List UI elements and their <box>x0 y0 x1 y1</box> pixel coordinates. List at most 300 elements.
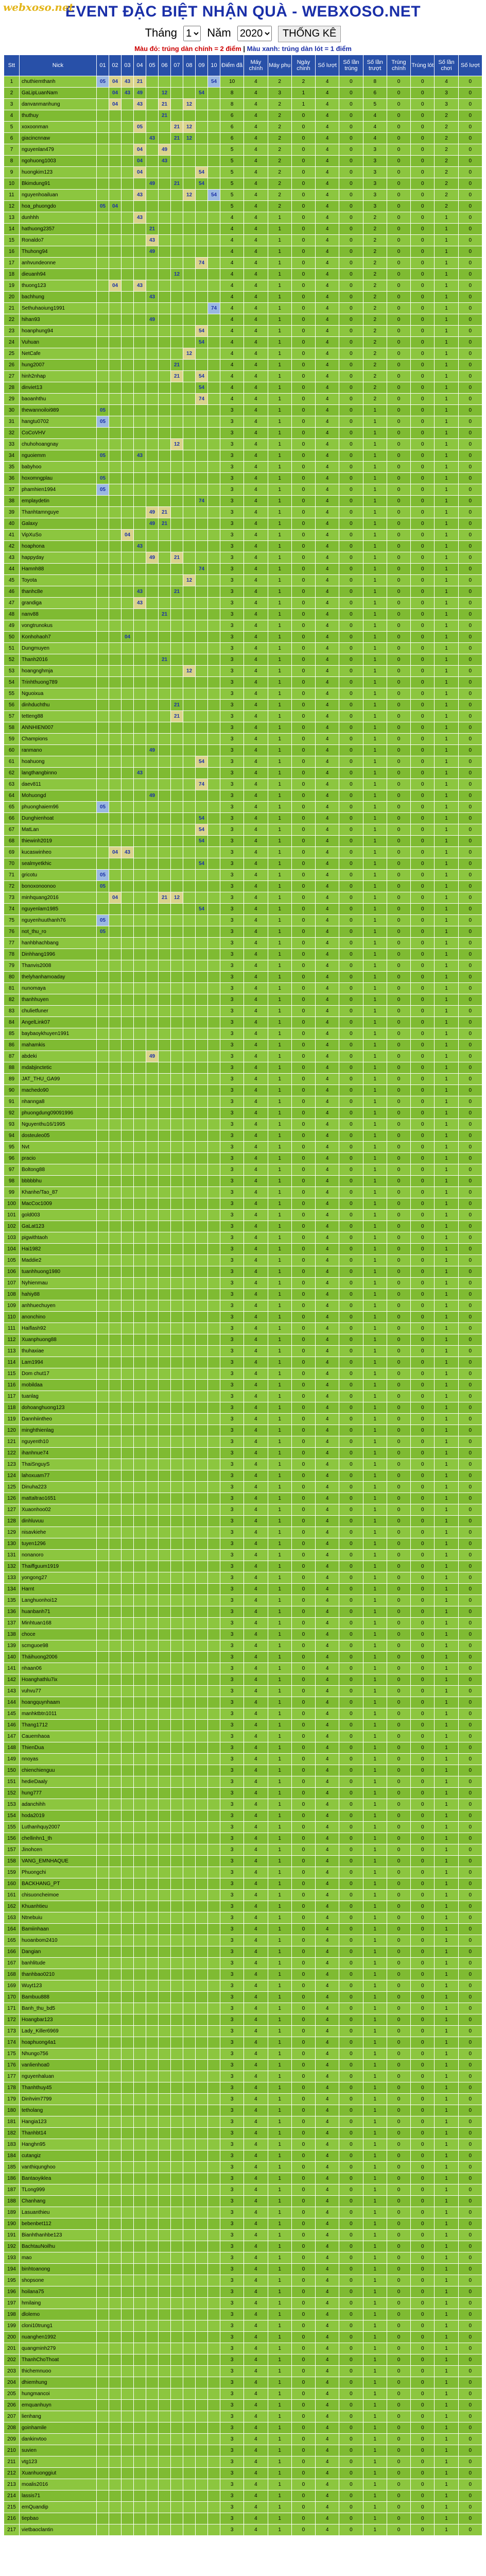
stat-cell: 1 <box>268 1708 291 1720</box>
player-nick[interactable]: GaLat123 <box>20 1221 97 1232</box>
stat-cell: 1 <box>268 881 291 892</box>
player-nick[interactable]: dinviet13 <box>20 382 97 394</box>
stat-cell: 1 <box>363 1028 387 1040</box>
stat-cell: 0 <box>411 552 435 564</box>
player-nick[interactable]: BachtauNoilhu <box>20 2241 97 2252</box>
player-nick[interactable]: thuhaxiae <box>20 1346 97 1357</box>
player-nick[interactable]: Dinuha223 <box>20 1482 97 1493</box>
player-nick[interactable]: pracio <box>20 1153 97 1164</box>
player-nick[interactable]: emquanhuyn <box>20 2400 97 2411</box>
player-nick[interactable]: baoanhthu <box>20 394 97 405</box>
player-nick[interactable]: dosteuleo05 <box>20 1130 97 1142</box>
stat-cell: 2 <box>268 190 291 201</box>
stat-cell: 4 <box>244 1572 268 1584</box>
stat-cell: 1 <box>268 1561 291 1572</box>
day-cell <box>134 1051 146 1062</box>
player-nick[interactable]: hanhbhachbang <box>20 938 97 949</box>
player-nick[interactable]: Harnt <box>20 1584 97 1595</box>
player-nick[interactable]: Xuaonhoo02 <box>20 1504 97 1516</box>
day-cell <box>171 2003 183 2014</box>
stat-cell: 0 <box>411 1810 435 1822</box>
stat-cell: 0 <box>458 1629 482 1640</box>
player-nick[interactable]: Trinhthuong789 <box>20 677 97 688</box>
player-nick[interactable]: machedo90 <box>20 1085 97 1096</box>
player-nick[interactable]: dieuanh94 <box>20 269 97 280</box>
player-nick[interactable]: huoanbom2410 <box>20 1935 97 1946</box>
stat-cell: 1 <box>363 1618 387 1629</box>
player-nick[interactable]: daev811 <box>20 779 97 790</box>
player-nick[interactable]: lahoxuam77 <box>20 1470 97 1482</box>
player-nick[interactable]: Dinhvim7799 <box>20 2094 97 2105</box>
player-nick[interactable]: cutangiz <box>20 2150 97 2162</box>
player-nick[interactable]: hungmancoi <box>20 2388 97 2400</box>
player-nick[interactable]: MatLan <box>20 824 97 836</box>
stat-cell: 0 <box>411 1686 435 1697</box>
day-cell <box>159 949 171 960</box>
player-nick[interactable]: danvanmanhung <box>20 99 97 110</box>
stat-cell: 0 <box>291 326 315 337</box>
player-nick[interactable]: mao <box>20 2252 97 2264</box>
player-nick[interactable]: Bantaoyiklea <box>20 2173 97 2184</box>
player-nick[interactable]: Lady_Killer6969 <box>20 2026 97 2037</box>
player-nick[interactable]: dinhluvuu <box>20 1516 97 1527</box>
player-nick[interactable]: Thanvis2008 <box>20 960 97 972</box>
player-nick[interactable]: Hoangbar123 <box>20 2014 97 2026</box>
stat-cell: 1 <box>268 2003 291 2014</box>
player-nick[interactable]: nonanoro <box>20 1550 97 1561</box>
player-nick[interactable]: hmilaing <box>20 2298 97 2309</box>
player-nick[interactable]: Bambuu888 <box>20 1992 97 2003</box>
player-nick[interactable]: tuyen1296 <box>20 1538 97 1550</box>
player-nick[interactable]: Ntnebuiu <box>20 1912 97 1924</box>
player-nick[interactable]: Bkimdung91 <box>20 178 97 190</box>
player-nick[interactable]: hoaphuong4a1 <box>20 2037 97 2048</box>
day-cell <box>134 2196 146 2207</box>
player-nick[interactable]: nguyenth10 <box>20 1436 97 1448</box>
player-nick[interactable]: thelyhanhamoaday <box>20 972 97 983</box>
player-nick[interactable]: AngelLink07 <box>20 1017 97 1028</box>
player-nick[interactable]: tetteng88 <box>20 711 97 722</box>
player-nick[interactable]: dlolemo <box>20 2309 97 2320</box>
player-nick[interactable]: Xuanphuong88 <box>20 1334 97 1346</box>
player-nick[interactable]: anonchino <box>20 1312 97 1323</box>
player-nick[interactable]: chuthiemthanh <box>20 76 97 88</box>
stat-cell: 1 <box>435 1028 458 1040</box>
player-nick[interactable]: hoangquynhaam <box>20 1697 97 1708</box>
player-nick[interactable]: Dannhiintheo <box>20 1414 97 1425</box>
day-cell <box>146 303 159 314</box>
stat-cell: 0 <box>387 1629 410 1640</box>
player-nick[interactable]: hoa_phuongdo <box>20 201 97 212</box>
player-nick[interactable]: dunhhh <box>20 212 97 224</box>
player-nick[interactable]: Sethuhaoiung1991 <box>20 303 97 314</box>
player-nick[interactable]: hoangnghmja <box>20 666 97 677</box>
player-nick[interactable]: bbbbbhu <box>20 1176 97 1187</box>
player-nick[interactable]: yongong27 <box>20 1572 97 1584</box>
day-cell <box>134 2060 146 2071</box>
player-nick[interactable]: shopsone <box>20 2275 97 2286</box>
day-cell <box>171 1844 183 1856</box>
player-nick[interactable]: Lasuanthieu <box>20 2207 97 2218</box>
player-nick[interactable]: Champions <box>20 734 97 745</box>
player-nick[interactable]: huanbanh71 <box>20 1606 97 1618</box>
player-nick[interactable]: dohoanghuong123 <box>20 1402 97 1414</box>
player-nick[interactable]: babyhoo <box>20 462 97 473</box>
day-cell <box>146 530 159 541</box>
player-nick[interactable]: chienchienguu <box>20 1765 97 1776</box>
month-select[interactable] <box>183 26 201 41</box>
player-nick[interactable]: Thanhbt14 <box>20 2128 97 2139</box>
row-number: 4 <box>4 110 20 122</box>
day-cell <box>134 1527 146 1538</box>
player-nick[interactable]: dhiemhung <box>20 2377 97 2388</box>
day-cell <box>196 892 208 904</box>
player-nick[interactable]: Dangian <box>20 1946 97 1958</box>
player-nick[interactable]: Hai1982 <box>20 1244 97 1255</box>
player-nick[interactable]: Banh_thu_bd5 <box>20 2003 97 2014</box>
player-nick[interactable]: JAT_THU_GA99 <box>20 1074 97 1085</box>
player-nick[interactable]: Khanhe/Tao_87 <box>20 1187 97 1198</box>
stat-cell: 3 <box>220 1708 244 1720</box>
player-nick[interactable]: nguyenhuuthanh76 <box>20 915 97 926</box>
player-nick[interactable]: abdeki <box>20 1051 97 1062</box>
day-cell <box>97 2082 109 2094</box>
player-nick[interactable]: nanv88 <box>20 609 97 620</box>
player-nick[interactable]: Minhtuan168 <box>20 1618 97 1629</box>
player-nick[interactable]: Khuanhtieu <box>20 1901 97 1912</box>
player-nick[interactable]: hihan93 <box>20 314 97 326</box>
player-nick[interactable]: Phuongchi <box>20 1867 97 1878</box>
player-nick[interactable]: adanchihh <box>20 1799 97 1810</box>
player-nick[interactable]: Dinhhang1996 <box>20 949 97 960</box>
stat-cell: 3 <box>220 1572 244 1584</box>
player-nick[interactable]: nguyenhoailuan <box>20 190 97 201</box>
day-cell <box>109 2003 121 2014</box>
player-nick[interactable]: ThanhChoThoat <box>20 2354 97 2366</box>
player-nick[interactable]: Tháihuong2006 <box>20 1652 97 1663</box>
player-nick[interactable]: thanhhuyen <box>20 994 97 1006</box>
player-nick[interactable]: tuanlag <box>20 1391 97 1402</box>
day-cell <box>134 1878 146 1890</box>
player-nick[interactable]: ranmano <box>20 745 97 756</box>
player-nick[interactable]: Dom chut17 <box>20 1368 97 1380</box>
player-nick[interactable]: minhquang2016 <box>20 892 97 904</box>
player-nick[interactable]: Galaxy <box>20 518 97 530</box>
stat-cell: 3 <box>220 722 244 734</box>
player-nick[interactable]: Chanhang <box>20 2196 97 2207</box>
player-nick[interactable]: chellinhn1_th <box>20 1833 97 1844</box>
day-cell <box>146 1595 159 1606</box>
day-cell <box>208 246 220 258</box>
statistics-button[interactable]: THỐNG KÊ <box>278 26 341 42</box>
player-nick[interactable]: hoilana75 <box>20 2286 97 2298</box>
player-nick[interactable]: Langhuonhoi12 <box>20 1595 97 1606</box>
player-nick[interactable]: hoanphung94 <box>20 326 97 337</box>
player-nick[interactable]: thichemnuoo <box>20 2366 97 2377</box>
player-nick[interactable]: Thang1712 <box>20 1720 97 1731</box>
player-nick[interactable]: Thaiffguum1919 <box>20 1561 97 1572</box>
player-nick[interactable]: Haiflash92 <box>20 1323 97 1334</box>
player-nick[interactable]: mdabjinctetic <box>20 1062 97 1074</box>
player-nick[interactable]: thanhc8e <box>20 586 97 598</box>
player-nick[interactable]: banhlitude <box>20 1958 97 1969</box>
player-nick[interactable]: tetholang <box>20 2105 97 2116</box>
player-nick[interactable]: Thanhthuy45 <box>20 2082 97 2094</box>
player-nick[interactable]: happyday <box>20 552 97 564</box>
stat-cell: 4 <box>220 246 244 258</box>
player-nick[interactable]: Cauemhaoa <box>20 1731 97 1742</box>
player-nick[interactable]: emplaydetin <box>20 496 97 507</box>
player-nick[interactable]: nuanghen1992 <box>20 2332 97 2343</box>
player-nick[interactable]: phuongdung09091996 <box>20 1108 97 1119</box>
stat-cell: 0 <box>387 496 410 507</box>
day-cell <box>183 1357 196 1368</box>
player-nick[interactable]: vuhvu77 <box>20 1686 97 1697</box>
player-nick[interactable]: thanhbao0210 <box>20 1969 97 1980</box>
stat-cell: 4 <box>244 1074 268 1085</box>
day-cell <box>146 541 159 552</box>
player-nick[interactable]: langthangbinno <box>20 768 97 779</box>
player-nick[interactable]: Toyota <box>20 575 97 586</box>
day-cell <box>159 2320 171 2332</box>
player-nick[interactable]: thuthuy <box>20 110 97 122</box>
stat-cell: 0 <box>291 666 315 677</box>
player-nick[interactable]: hung777 <box>20 1788 97 1799</box>
player-nick[interactable]: bonoxonoonoo <box>20 881 97 892</box>
player-nick[interactable]: gricotu <box>20 870 97 881</box>
player-nick[interactable]: pigwithtaoh <box>20 1232 97 1244</box>
player-nick[interactable]: Nyhienmau <box>20 1278 97 1289</box>
stat-cell: 0 <box>458 2377 482 2388</box>
player-nick[interactable]: hathuong2357 <box>20 224 97 235</box>
player-nick[interactable]: Bianhthanhbe123 <box>20 2230 97 2241</box>
player-nick[interactable]: hung2007 <box>20 360 97 371</box>
day-cell <box>146 2264 159 2275</box>
stat-cell: 1 <box>435 224 458 235</box>
player-nick[interactable]: chuhohoangnay <box>20 439 97 450</box>
day-cell <box>183 1856 196 1867</box>
player-nick[interactable]: Konhohaoh7 <box>20 632 97 643</box>
day-cell <box>208 235 220 246</box>
player-nick[interactable]: hinh2nhap <box>20 371 97 382</box>
player-nick[interactable]: Nguoixua <box>20 688 97 700</box>
player-nick[interactable]: phamhien1994 <box>20 484 97 496</box>
day-cell <box>109 122 121 133</box>
player-nick[interactable]: hoxomngplau <box>20 473 97 484</box>
player-nick[interactable]: hahiy88 <box>20 1289 97 1300</box>
stat-cell: 4 <box>316 1266 339 1278</box>
player-nick[interactable]: thiewinh2019 <box>20 836 97 847</box>
player-nick[interactable]: nhannga8 <box>20 1096 97 1108</box>
day-cell <box>121 360 134 371</box>
day-cell <box>171 1584 183 1595</box>
player-nick[interactable]: BACKHANG_PT <box>20 1878 97 1890</box>
player-nick[interactable]: hoda2019 <box>20 1810 97 1822</box>
player-nick[interactable]: Lam1994 <box>20 1357 97 1368</box>
stat-cell: 0 <box>339 394 363 405</box>
stat-cell: 2 <box>435 144 458 156</box>
player-nick[interactable]: nguyenlam1985 <box>20 904 97 915</box>
player-nick[interactable]: vanthiqunghoo <box>20 2162 97 2173</box>
player-nick[interactable]: Dunghienhoat <box>20 813 97 824</box>
player-nick[interactable]: Hoanghathlu7ix <box>20 1674 97 1686</box>
player-nick[interactable]: anhhuechuyen <box>20 1300 97 1312</box>
player-nick[interactable]: VANG_EMNHAQUE <box>20 1856 97 1867</box>
day-cell <box>183 620 196 632</box>
day-cell <box>134 1040 146 1051</box>
player-nick[interactable]: grandiga <box>20 598 97 609</box>
stat-cell: 0 <box>387 734 410 745</box>
player-nick[interactable]: vanlienhoa0 <box>20 2060 97 2071</box>
player-nick[interactable]: gold003 <box>20 1210 97 1221</box>
player-nick[interactable]: Ronaldo7 <box>20 235 97 246</box>
player-nick[interactable]: thewannoiloi989 <box>20 405 97 416</box>
player-nick[interactable]: Hamnh88 <box>20 564 97 575</box>
player-nick[interactable]: not_thu_ro <box>20 926 97 938</box>
player-nick[interactable]: minghthienlag <box>20 1425 97 1436</box>
player-nick[interactable]: ngohuong1003 <box>20 156 97 167</box>
player-nick[interactable]: mattaltrao1651 <box>20 1493 97 1504</box>
stat-cell: 0 <box>291 847 315 858</box>
player-nick[interactable]: Thanhtamnguye <box>20 507 97 518</box>
year-select[interactable] <box>237 26 272 41</box>
player-nick[interactable]: Hanghn95 <box>20 2139 97 2150</box>
player-nick[interactable]: ThaiSnguyS <box>20 1459 97 1470</box>
player-nick[interactable]: Nvt <box>20 1142 97 1153</box>
stat-cell: 3 <box>220 2320 244 2332</box>
player-nick[interactable]: scmguoe98 <box>20 1640 97 1652</box>
stat-cell: 0 <box>339 1323 363 1334</box>
stat-cell: 0 <box>339 2003 363 2014</box>
player-nick[interactable]: MacCoc1009 <box>20 1198 97 1210</box>
player-nick[interactable]: ANNHIEN007 <box>20 722 97 734</box>
player-nick[interactable]: Maddie2 <box>20 1255 97 1266</box>
player-nick[interactable]: Nhungo756 <box>20 2048 97 2060</box>
stat-cell: 4 <box>244 983 268 994</box>
player-nick[interactable]: nhaan06 <box>20 1663 97 1674</box>
player-nick[interactable]: Thanh2016 <box>20 654 97 666</box>
day-cell <box>183 269 196 280</box>
player-nick[interactable]: ihanhnue74 <box>20 1448 97 1459</box>
player-nick[interactable]: Bamiinhaan <box>20 1924 97 1935</box>
stat-cell: 0 <box>339 904 363 915</box>
player-nick[interactable]: cloni10trung1 <box>20 2320 97 2332</box>
day-cell <box>121 1028 134 1040</box>
day-cell <box>208 2071 220 2082</box>
stat-cell: 0 <box>339 1142 363 1153</box>
player-nick[interactable]: Mohuongd <box>20 790 97 802</box>
day-cell <box>134 1436 146 1448</box>
player-nick[interactable]: huongkim123 <box>20 167 97 178</box>
player-nick[interactable]: sealmyetkhic <box>20 858 97 870</box>
day-cell <box>97 790 109 802</box>
stat-cell: 0 <box>458 575 482 586</box>
stat-cell: 3 <box>220 1006 244 1017</box>
player-nick[interactable]: bachhung <box>20 292 97 303</box>
player-nick[interactable]: mahamkis <box>20 1040 97 1051</box>
stat-cell: 0 <box>339 2218 363 2230</box>
stat-cell: 0 <box>339 892 363 904</box>
player-nick[interactable]: Dungmuyen <box>20 643 97 654</box>
player-nick[interactable]: Luthanhquy2007 <box>20 1822 97 1833</box>
day-cell <box>208 178 220 190</box>
player-nick[interactable]: hedieDaaly <box>20 1776 97 1788</box>
player-nick[interactable]: lienhang <box>20 2411 97 2422</box>
player-nick[interactable]: GaLipLuanNam <box>20 88 97 99</box>
site-logo[interactable]: webxoso.net <box>3 1 74 13</box>
stat-cell: 0 <box>387 756 410 768</box>
stat-cell: 0 <box>291 2037 315 2048</box>
player-nick[interactable]: manhktbtn1011 <box>20 1708 97 1720</box>
player-nick[interactable]: ThienDua <box>20 1742 97 1754</box>
player-nick[interactable]: Hangia123 <box>20 2116 97 2128</box>
stat-cell: 3 <box>220 1153 244 1164</box>
player-nick[interactable]: nguyenlan479 <box>20 144 97 156</box>
player-nick[interactable]: NetCafe <box>20 348 97 360</box>
player-nick[interactable]: quangminh279 <box>20 2343 97 2354</box>
player-nick[interactable]: chisuoncheimoe <box>20 1890 97 1901</box>
stat-cell: 0 <box>387 2150 410 2162</box>
player-nick[interactable]: giacincnnaw <box>20 133 97 144</box>
day-cell <box>109 2105 121 2116</box>
player-nick[interactable]: bebenbet112 <box>20 2218 97 2230</box>
player-nick[interactable]: vongtrunokus <box>20 620 97 632</box>
player-nick[interactable]: hoahuong <box>20 756 97 768</box>
player-nick[interactable]: nnoyas <box>20 1754 97 1765</box>
player-nick[interactable]: Wuyt123 <box>20 1980 97 1992</box>
player-nick[interactable]: Boltong88 <box>20 1164 97 1176</box>
player-nick[interactable]: tuanhhuong1980 <box>20 1266 97 1278</box>
day-cell <box>97 722 109 734</box>
player-nick[interactable]: thuong123 <box>20 280 97 292</box>
player-nick[interactable]: Nguyenthu16/1995 <box>20 1119 97 1130</box>
day-cell <box>121 1414 134 1425</box>
player-nick[interactable]: TLong999 <box>20 2184 97 2196</box>
player-nick[interactable]: VipXuSo <box>20 530 97 541</box>
stat-cell: 0 <box>387 1924 410 1935</box>
player-nick[interactable]: Vuhuan <box>20 337 97 348</box>
stat-cell: 0 <box>387 1130 410 1142</box>
stat-cell: 0 <box>339 1368 363 1380</box>
player-nick[interactable]: binhtoanong <box>20 2264 97 2275</box>
stat-cell: 0 <box>339 711 363 722</box>
player-nick[interactable]: mobildaa <box>20 1380 97 1391</box>
table-row <box>4 428 482 439</box>
player-nick[interactable]: anhvundeonne <box>20 258 97 269</box>
player-nick[interactable]: dinhduchthu <box>20 700 97 711</box>
player-nick[interactable]: chulietfuner <box>20 1006 97 1017</box>
player-nick[interactable]: nguoiemm <box>20 450 97 462</box>
player-nick[interactable]: choce <box>20 1629 97 1640</box>
stat-cell: 1 <box>435 1606 458 1618</box>
day-cell <box>159 983 171 994</box>
player-nick[interactable]: xoxoonman <box>20 122 97 133</box>
player-nick[interactable]: nunomaya <box>20 983 97 994</box>
stat-cell: 3 <box>220 1890 244 1901</box>
player-nick[interactable]: nisavkiehe <box>20 1527 97 1538</box>
player-nick[interactable]: phuonghaiem96 <box>20 802 97 813</box>
player-nick[interactable]: Thuhong94 <box>20 246 97 258</box>
player-nick[interactable]: Jinohcen <box>20 1844 97 1856</box>
player-nick[interactable]: kucaswinheo <box>20 847 97 858</box>
player-nick[interactable]: baybaoykhuyen1991 <box>20 1028 97 1040</box>
player-nick[interactable]: nguyenhaluan <box>20 2071 97 2082</box>
player-nick[interactable]: CoCoVHV <box>20 428 97 439</box>
day-cell <box>171 1334 183 1346</box>
player-nick[interactable]: hangtu0702 <box>20 416 97 428</box>
day-cell <box>208 858 220 870</box>
player-nick[interactable]: hoaphona <box>20 541 97 552</box>
